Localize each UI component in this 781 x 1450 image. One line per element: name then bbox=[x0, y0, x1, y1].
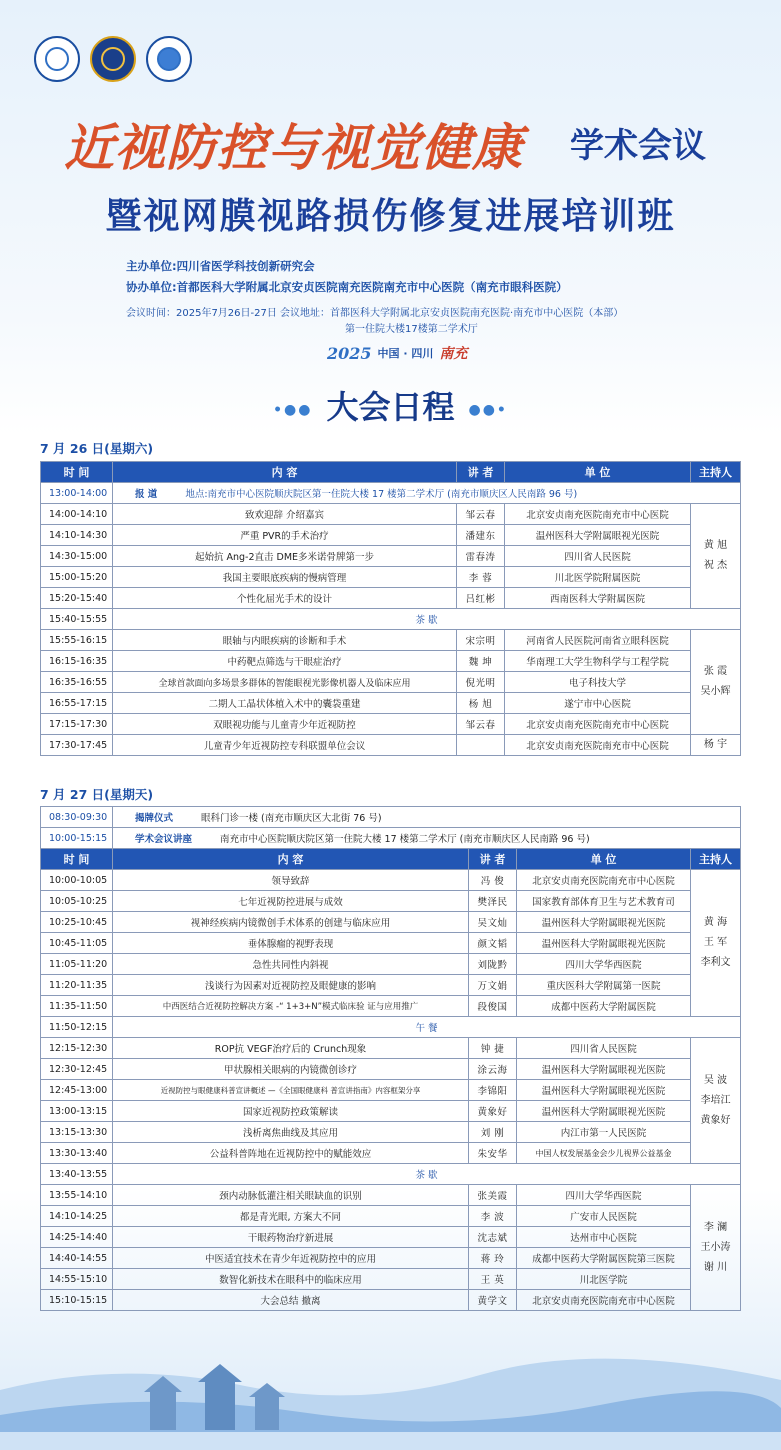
checkin-label: 报 道 bbox=[135, 489, 158, 500]
time-cell: 13:30-13:40 bbox=[41, 1143, 113, 1164]
speaker-cell: 雷春涛 bbox=[457, 546, 505, 567]
unit-cell: 成都中医药大学附属医院第三医院 bbox=[517, 1248, 691, 1269]
speaker-cell: 颜文韬 bbox=[469, 933, 517, 954]
speaker-cell: 朱安华 bbox=[469, 1143, 517, 1164]
unit-cell: 北京安贞南充医院南充市中心医院 bbox=[505, 735, 691, 756]
table-row bbox=[41, 1038, 741, 1059]
speaker-cell: 宋宗明 bbox=[457, 630, 505, 651]
speaker-cell bbox=[457, 735, 505, 756]
content-cell: 大会总结 撤离 bbox=[113, 1290, 469, 1311]
host-name: 谢 川 bbox=[703, 1261, 728, 1273]
speaker-cell: 王 英 bbox=[469, 1269, 517, 1290]
lectures-cell bbox=[113, 828, 741, 849]
table-row bbox=[41, 735, 741, 756]
table-row bbox=[41, 504, 741, 525]
speaker-cell: 杨 旭 bbox=[457, 693, 505, 714]
col-host: 主持人 bbox=[691, 849, 741, 870]
agenda-heading bbox=[0, 382, 781, 428]
table-row bbox=[41, 1101, 741, 1122]
host-name: 李利文 bbox=[700, 957, 731, 968]
time-cell: 13:55-14:10 bbox=[41, 1185, 113, 1206]
table-row bbox=[41, 693, 741, 714]
table-row bbox=[41, 651, 741, 672]
tea-break-row bbox=[41, 609, 741, 630]
checkin-cell bbox=[113, 483, 741, 504]
time-cell: 12:45-13:00 bbox=[41, 1080, 113, 1101]
lectures-label: 学术会议讲座 bbox=[135, 834, 193, 845]
dots-right-icon: ●●• bbox=[468, 401, 508, 418]
table-row bbox=[41, 912, 741, 933]
pagoda-roof bbox=[198, 1364, 242, 1382]
unit-cell: 电子科技大学 bbox=[505, 672, 691, 693]
unit-cell: 北京安贞南充医院南充市中心医院 bbox=[517, 870, 691, 891]
content-cell: 眼轴与内眼疾病的诊断和手术 bbox=[113, 630, 457, 651]
content-cell: 垂体腺瘤的视野表现 bbox=[113, 933, 469, 954]
time-cell: 17:30-17:45 bbox=[41, 735, 113, 756]
unit-cell: 国家教育部体育卫生与艺术教育司 bbox=[517, 891, 691, 912]
host-name: 吴 波 bbox=[703, 1074, 728, 1086]
host-cell bbox=[691, 1038, 741, 1164]
table-row bbox=[41, 1143, 741, 1164]
table-row bbox=[41, 672, 741, 693]
time-cell: 14:00-14:10 bbox=[41, 504, 113, 525]
time-cell: 14:55-15:10 bbox=[41, 1269, 113, 1290]
time-cell: 08:30-09:30 bbox=[41, 807, 113, 828]
col-content: 内 容 bbox=[113, 462, 457, 483]
host-name: 黄象好 bbox=[700, 1114, 731, 1126]
unit-cell: 四川省人民医院 bbox=[517, 1038, 691, 1059]
unit-cell: 温州医科大学附属眼视光医院 bbox=[517, 1101, 691, 1122]
unit-cell: 中国人权发展基金会少儿视界公益基金 bbox=[517, 1143, 691, 1164]
content-cell: ROP抗 VEGF治疗后的 Crunch现象 bbox=[113, 1038, 469, 1059]
unit-cell: 四川大学华西医院 bbox=[517, 1185, 691, 1206]
unit-cell: 温州医科大学附属眼视光医院 bbox=[517, 933, 691, 954]
speaker-cell: 倪光明 bbox=[457, 672, 505, 693]
table-row bbox=[41, 1206, 741, 1227]
speaker-cell: 刘陇黔 bbox=[469, 954, 517, 975]
speaker-cell: 李锦阳 bbox=[469, 1080, 517, 1101]
meeting-venue: 第一住院大楼17楼第二学术厅 bbox=[345, 324, 478, 335]
host-cell bbox=[691, 630, 741, 735]
table-header-row bbox=[41, 849, 741, 870]
speaker-cell: 李 波 bbox=[469, 1206, 517, 1227]
unit-cell: 北京安贞南充医院南充市中心医院 bbox=[505, 504, 691, 525]
time-cell: 14:30-15:00 bbox=[41, 546, 113, 567]
time-cell: 10:00-15:15 bbox=[41, 828, 113, 849]
conference-title-tail: 学术会议 bbox=[570, 126, 706, 166]
content-cell: 颈内动脉低灌注相关眼缺血的识别 bbox=[113, 1185, 469, 1206]
break-label: 茶 歇 bbox=[113, 1164, 741, 1185]
host-cell bbox=[691, 1185, 741, 1311]
speaker-cell: 魏 坤 bbox=[457, 651, 505, 672]
time-cell: 15:00-15:20 bbox=[41, 567, 113, 588]
time-cell: 13:00-14:00 bbox=[41, 483, 113, 504]
time-cell: 10:00-10:05 bbox=[41, 870, 113, 891]
tower-left bbox=[150, 1390, 176, 1430]
time-cell: 13:00-13:15 bbox=[41, 1101, 113, 1122]
unit-cell: 重庆医科大学附属第一医院 bbox=[517, 975, 691, 996]
col-speaker: 讲 者 bbox=[457, 462, 505, 483]
badge-year: 2025 bbox=[327, 343, 372, 363]
table-row bbox=[41, 1227, 741, 1248]
pagoda bbox=[205, 1380, 235, 1430]
time-cell: 11:20-11:35 bbox=[41, 975, 113, 996]
col-content: 内 容 bbox=[113, 849, 469, 870]
table-header-row bbox=[41, 462, 741, 483]
badge-text: 中国 · 四川 bbox=[377, 347, 434, 360]
speaker-cell: 邹云春 bbox=[457, 714, 505, 735]
time-cell: 16:15-16:35 bbox=[41, 651, 113, 672]
speaker-cell: 冯 俊 bbox=[469, 870, 517, 891]
time-cell: 16:55-17:15 bbox=[41, 693, 113, 714]
unit-cell: 广安市人民医院 bbox=[517, 1206, 691, 1227]
speaker-cell: 黄学文 bbox=[469, 1290, 517, 1311]
speaker-cell: 沈志斌 bbox=[469, 1227, 517, 1248]
time-cell: 14:10-14:30 bbox=[41, 525, 113, 546]
checkin-row bbox=[41, 483, 741, 504]
plaque-ceremony-row bbox=[41, 807, 741, 828]
time-cell: 15:55-16:15 bbox=[41, 630, 113, 651]
table-row bbox=[41, 1080, 741, 1101]
time-cell: 13:15-13:30 bbox=[41, 1122, 113, 1143]
plaque-location: 眼科门诊一楼 (南充市顺庆区大北街 76 号) bbox=[201, 813, 382, 824]
content-cell: 视神经疾病内镜微创手术体系的创建与临床应用 bbox=[113, 912, 469, 933]
unit-cell: 华南理工大学生物科学与工程学院 bbox=[505, 651, 691, 672]
university-logo-icon bbox=[90, 36, 136, 82]
city-skyline-illustration bbox=[0, 1320, 781, 1450]
time-cell: 14:40-14:55 bbox=[41, 1248, 113, 1269]
time-cell: 16:35-16:55 bbox=[41, 672, 113, 693]
co-organization: 协办单位:首都医科大学附属北京安贞医院南充医院南充市中心医院（南充市眼科医院） bbox=[126, 280, 568, 294]
badge-city: 南充 bbox=[439, 346, 468, 362]
time-cell: 10:25-10:45 bbox=[41, 912, 113, 933]
content-cell: 都是青光眼, 方案大不同 bbox=[113, 1206, 469, 1227]
time-cell: 15:10-15:15 bbox=[41, 1290, 113, 1311]
content-cell: 七年近视防控进展与成效 bbox=[113, 891, 469, 912]
host-name: 张 霞 bbox=[703, 666, 728, 677]
speaker-cell: 潘建东 bbox=[457, 525, 505, 546]
time-cell: 11:35-11:50 bbox=[41, 996, 113, 1017]
col-time: 时 间 bbox=[41, 462, 113, 483]
table-row bbox=[41, 1290, 741, 1311]
hospital-logo-icon bbox=[146, 36, 192, 82]
unit-cell: 温州医科大学附属眼视光医院 bbox=[517, 912, 691, 933]
unit-cell: 成都中医药大学附属医院 bbox=[517, 996, 691, 1017]
unit-cell: 四川省人民医院 bbox=[505, 546, 691, 567]
table-row bbox=[41, 1248, 741, 1269]
content-cell: 中医适宜技术在青少年近视防控中的应用 bbox=[113, 1248, 469, 1269]
day2-title: 7 月 27 日(星期天) bbox=[40, 787, 154, 802]
unit-cell: 遂宁市中心医院 bbox=[505, 693, 691, 714]
content-cell: 浅谈行为因素对近视防控及眼健康的影响 bbox=[113, 975, 469, 996]
table-row bbox=[41, 870, 741, 891]
agenda-title: 大会日程 bbox=[326, 388, 455, 426]
day1-schedule-table bbox=[40, 461, 741, 756]
speaker-cell: 邹云春 bbox=[457, 504, 505, 525]
time-cell: 14:10-14:25 bbox=[41, 1206, 113, 1227]
day1-title: 7 月 26 日(星期六) bbox=[40, 441, 154, 456]
time-cell: 14:25-14:40 bbox=[41, 1227, 113, 1248]
host-cell: 杨 宇 bbox=[691, 735, 741, 756]
content-cell: 二期人工晶状体植入术中的囊袋重建 bbox=[113, 693, 457, 714]
day2-schedule-table bbox=[40, 806, 741, 1311]
speaker-cell: 吕红彬 bbox=[457, 588, 505, 609]
host-name: 祝 杰 bbox=[703, 560, 728, 571]
society-logo-icon bbox=[34, 36, 80, 82]
speaker-cell: 万文娟 bbox=[469, 975, 517, 996]
speaker-cell: 蒋 玲 bbox=[469, 1248, 517, 1269]
lectures-location: 南充市中心医院顺庆院区第一住院大楼 17 楼第二学术厅 (南充市顺庆区人民南路 96 号) bbox=[220, 834, 590, 845]
unit-cell: 北京安贞南充医院南充市中心医院 bbox=[505, 714, 691, 735]
content-cell: 全球首款面向多场景多群体的智能眼视光影像机器人及临床应用 bbox=[113, 672, 457, 693]
table-row bbox=[41, 1059, 741, 1080]
table-row bbox=[41, 975, 741, 996]
speaker-cell: 李 蓉 bbox=[457, 567, 505, 588]
plaque-cell bbox=[113, 807, 741, 828]
content-cell: 严重 PVR的手术治疗 bbox=[113, 525, 457, 546]
plaque-label: 揭牌仪式 bbox=[135, 813, 174, 824]
unit-cell: 达州市中心医院 bbox=[517, 1227, 691, 1248]
content-cell: 我国主要眼底疾病的慢病管理 bbox=[113, 567, 457, 588]
col-time: 时 间 bbox=[41, 849, 113, 870]
content-cell: 干眼药物治疗新进展 bbox=[113, 1227, 469, 1248]
time-cell: 11:50-12:15 bbox=[41, 1017, 113, 1038]
break-label: 午 餐 bbox=[113, 1017, 741, 1038]
unit-cell: 北京安贞南充医院南充市中心医院 bbox=[517, 1290, 691, 1311]
host-name: 李培江 bbox=[700, 1094, 731, 1106]
time-cell: 13:40-13:55 bbox=[41, 1164, 113, 1185]
river bbox=[0, 1432, 781, 1450]
col-speaker: 讲 者 bbox=[469, 849, 517, 870]
col-unit: 单 位 bbox=[505, 462, 691, 483]
table-row bbox=[41, 630, 741, 651]
host-organization: 主办单位:四川省医学科技创新研究会 bbox=[126, 259, 315, 273]
unit-cell: 温州医科大学附属眼视光医院 bbox=[517, 1080, 691, 1101]
time-cell: 17:15-17:30 bbox=[41, 714, 113, 735]
content-cell: 急性共同性内斜视 bbox=[113, 954, 469, 975]
tower-right bbox=[255, 1395, 279, 1430]
speaker-cell: 黄象好 bbox=[469, 1101, 517, 1122]
content-cell: 数智化新技术在眼科中的临床应用 bbox=[113, 1269, 469, 1290]
host-cell bbox=[691, 504, 741, 609]
table-row bbox=[41, 567, 741, 588]
col-host: 主持人 bbox=[691, 462, 741, 483]
time-cell: 12:15-12:30 bbox=[41, 1038, 113, 1059]
host-name: 李 澜 bbox=[703, 1221, 728, 1233]
table-row bbox=[41, 714, 741, 735]
speaker-cell: 吴文灿 bbox=[469, 912, 517, 933]
unit-cell: 温州医科大学附属眼视光医院 bbox=[505, 525, 691, 546]
host-name: 黄 旭 bbox=[703, 540, 728, 551]
logo-group bbox=[34, 36, 192, 82]
conference-subtitle: 暨视网膜视路损伤修复进展培训班 bbox=[105, 196, 676, 237]
content-cell: 中西医结合近视防控解决方案 -“ 1+3+N”模式临床验 证与应用推广 bbox=[113, 996, 469, 1017]
checkin-location: 地点:南充市中心医院顺庆院区第一住院大楼 17 楼第二学术厅 (南充市顺庆区人民南路 96 号) bbox=[185, 489, 578, 500]
host-name: 王 军 bbox=[703, 937, 728, 948]
tea-break-row bbox=[41, 1164, 741, 1185]
host-name: 王小涛 bbox=[700, 1241, 731, 1253]
table-row bbox=[41, 996, 741, 1017]
content-cell: 双眼视功能与儿童青少年近视防控 bbox=[113, 714, 457, 735]
content-cell: 个性化屈光手术的设计 bbox=[113, 588, 457, 609]
unit-cell: 西南医科大学附属医院 bbox=[505, 588, 691, 609]
table-row bbox=[41, 1185, 741, 1206]
unit-cell: 川北医学院 bbox=[517, 1269, 691, 1290]
unit-cell: 内江市第一人民医院 bbox=[517, 1122, 691, 1143]
lunch-row bbox=[41, 1017, 741, 1038]
speaker-cell: 涂云海 bbox=[469, 1059, 517, 1080]
host-cell bbox=[691, 870, 741, 1017]
unit-cell: 河南省人民医院河南省立眼科医院 bbox=[505, 630, 691, 651]
content-cell: 领导致辞 bbox=[113, 870, 469, 891]
unit-cell: 川北医学院附属医院 bbox=[505, 567, 691, 588]
speaker-cell: 樊泽民 bbox=[469, 891, 517, 912]
lectures-row bbox=[41, 828, 741, 849]
content-cell: 公益科普阵地在近视防控中的赋能效应 bbox=[113, 1143, 469, 1164]
content-cell: 致欢迎辞 介绍嘉宾 bbox=[113, 504, 457, 525]
conference-title: 近视防控与视觉健康 bbox=[64, 118, 523, 177]
dots-left-icon: •●● bbox=[273, 401, 313, 418]
host-name: 黄 海 bbox=[703, 917, 728, 928]
table-row bbox=[41, 954, 741, 975]
content-cell: 浅析离焦曲线及其应用 bbox=[113, 1122, 469, 1143]
event-badge bbox=[327, 343, 467, 363]
content-cell: 甲状腺相关眼病的内镜微创诊疗 bbox=[113, 1059, 469, 1080]
host-name: 吴小辉 bbox=[700, 686, 731, 697]
speaker-cell: 张美霞 bbox=[469, 1185, 517, 1206]
table-row bbox=[41, 588, 741, 609]
content-cell: 中药靶点筛选与干眼症治疗 bbox=[113, 651, 457, 672]
content-cell: 儿童青少年近视防控专科联盟单位会议 bbox=[113, 735, 457, 756]
speaker-cell: 钟 捷 bbox=[469, 1038, 517, 1059]
time-cell: 11:05-11:20 bbox=[41, 954, 113, 975]
speaker-cell: 刘 刚 bbox=[469, 1122, 517, 1143]
table-row bbox=[41, 1122, 741, 1143]
unit-cell: 四川大学华西医院 bbox=[517, 954, 691, 975]
break-label: 茶 歇 bbox=[113, 609, 741, 630]
unit-cell: 温州医科大学附属眼视光医院 bbox=[517, 1059, 691, 1080]
meeting-info: 会议时间：2025年7月26日-27日 会议地址：首都医科大学附属北京安贞医院南充医院·南充市中心医院（本部） bbox=[126, 308, 624, 319]
content-cell: 国家近视防控政策解读 bbox=[113, 1101, 469, 1122]
table-row bbox=[41, 525, 741, 546]
content-cell: 近视防控与眼健康科普宣讲概述 —《全国眼健康科 普宣讲指南》内容框架分享 bbox=[113, 1080, 469, 1101]
table-row bbox=[41, 891, 741, 912]
time-cell: 15:40-15:55 bbox=[41, 609, 113, 630]
speaker-cell: 段俊国 bbox=[469, 996, 517, 1017]
table-row bbox=[41, 546, 741, 567]
content-cell: 起始抗 Ang-2直击 DME多米诺骨牌第一步 bbox=[113, 546, 457, 567]
time-cell: 10:45-11:05 bbox=[41, 933, 113, 954]
table-row bbox=[41, 933, 741, 954]
table-row bbox=[41, 1269, 741, 1290]
time-cell: 10:05-10:25 bbox=[41, 891, 113, 912]
col-unit: 单 位 bbox=[517, 849, 691, 870]
time-cell: 15:20-15:40 bbox=[41, 588, 113, 609]
time-cell: 12:30-12:45 bbox=[41, 1059, 113, 1080]
